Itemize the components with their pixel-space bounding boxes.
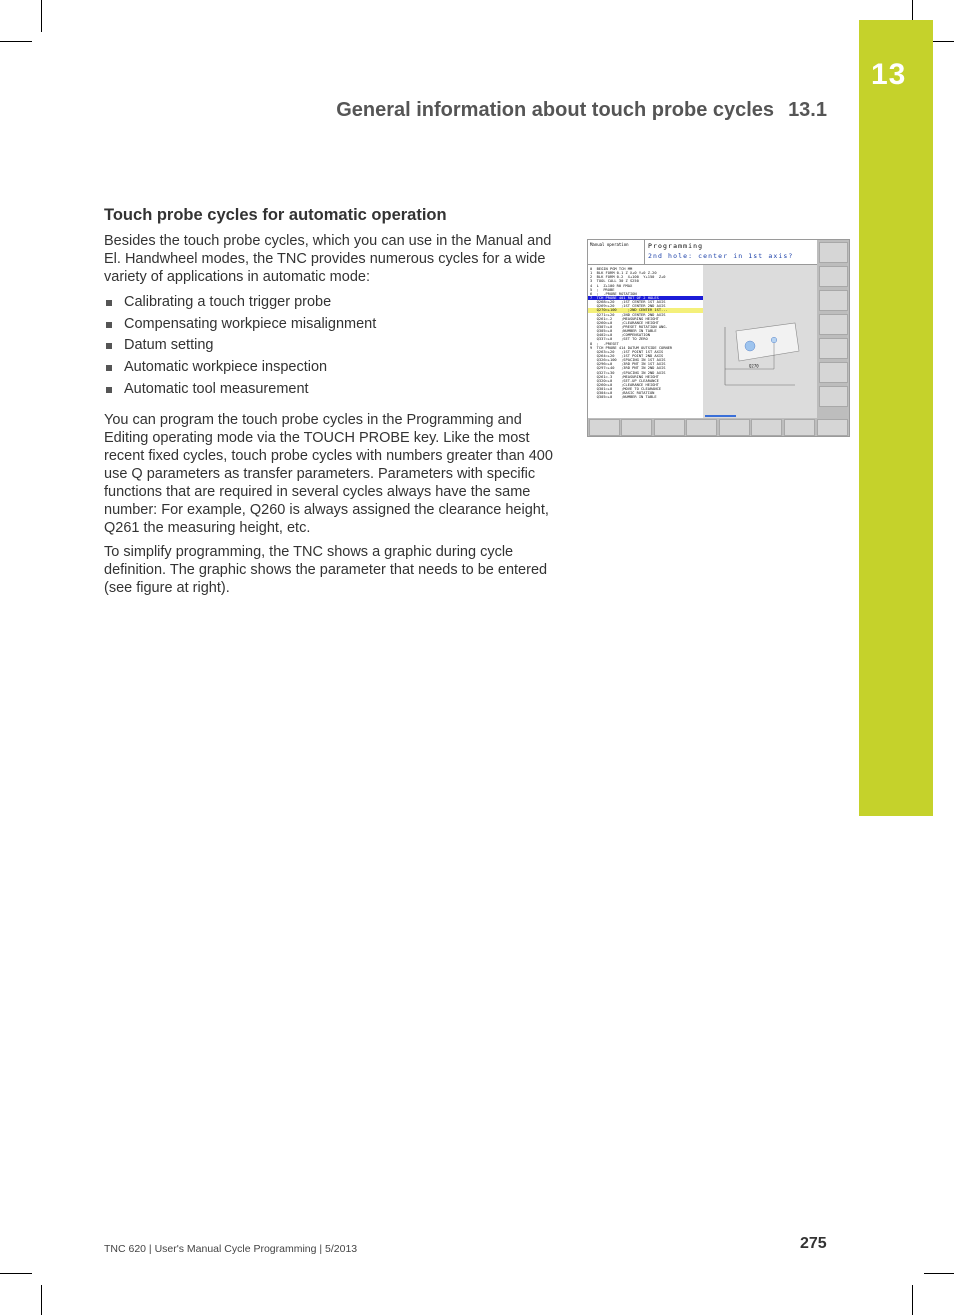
crop-mark <box>41 0 42 32</box>
program-line: Q260=+0 ;CLEARANCE HEIGHT <box>590 382 659 387</box>
intro-paragraph: Besides the touch probe cycles, which you can use in the Manual and El. Handwheel modes, the TNC provides numerous cycles for a wide variety of applications in automatic mode: <box>104 233 552 285</box>
softkey[interactable] <box>819 314 848 335</box>
bullet-square-icon <box>106 300 112 306</box>
program-line: Q296=+0 ;3RD PNT IN 1ST AXIS <box>590 362 666 367</box>
program-line: 8 ; -PRESET <box>590 341 619 346</box>
softkey[interactable] <box>784 419 815 436</box>
program-line: Q305=+0 ;NUMBER IN TABLE <box>590 329 657 334</box>
program-line: 9 TCH PROBE 414 DATUM OUTSIDE CORNER <box>590 345 673 350</box>
program-line: Q402=+0 ;COMPENSATION <box>590 333 650 338</box>
list-item: Datum setting <box>104 335 560 357</box>
body-text <box>104 232 560 603</box>
mode-box <box>588 240 645 264</box>
program-line: Q268=+20 ;1ST CENTER 1ST AXIS <box>590 300 666 305</box>
program-line: 3 TOOL CALL 30 Z S250 <box>590 279 639 284</box>
softkey[interactable] <box>751 419 782 436</box>
program-line: 6 ; -PROBE ROTATION <box>590 291 637 296</box>
program-line: 0 BEGIN PGM TCH MM <box>590 267 633 271</box>
page-number: 275 <box>800 1235 827 1252</box>
program-line: 5 ; PROBE <box>590 287 615 292</box>
program-line: Q297=+40 ;3RD PNT IN 2ND AXIS <box>590 366 666 371</box>
program-line: 7 TCH PROBE 401 ROT OF 2 HOLES <box>588 296 703 300</box>
program-line: Q307=+0 ;PRESET ROTATION ANG. <box>590 324 668 329</box>
first-hole-icon <box>745 341 755 351</box>
running-header-title: General information about touch probe cycles <box>336 99 775 121</box>
program-line: Q305=+0 ;NUMBER IN TABLE <box>590 395 657 400</box>
crop-mark <box>933 41 954 42</box>
bullet-square-icon <box>106 343 112 349</box>
program-listing <box>588 265 703 418</box>
screen-title: Programming <box>648 242 704 250</box>
program-line: Q261=-3 ;MEASURING HEIGHT <box>590 374 659 379</box>
program-line: Q304=+0 ;BASIC ROTATION <box>590 391 655 396</box>
program-line: Q269=+20 ;1ST CENTER 2ND AXIS <box>590 304 666 309</box>
vertical-softkeys <box>817 240 850 418</box>
chapter-number: 13 <box>871 58 907 91</box>
softkey[interactable] <box>686 419 717 436</box>
horizontal-softkeys <box>588 418 850 437</box>
running-header-section: 13.1 <box>788 99 827 121</box>
list-item: Calibrating a touch trigger probe <box>104 292 560 314</box>
program-line: 2 BLK FORM 0.2 X+100 Y+150 Z+0 <box>590 275 666 280</box>
list-item: Automatic tool measurement <box>104 379 560 401</box>
section-title: Touch probe cycles for automatic operation <box>104 206 447 224</box>
program-line: 4 L Z+100 R0 FMAX <box>590 283 633 288</box>
softkey[interactable] <box>819 386 848 407</box>
program-line: 1 BLK FORM 0.1 Z X+0 Y+0 Z-20 <box>590 271 657 276</box>
softkey[interactable] <box>589 419 620 436</box>
list-item: Compensating workpiece misalignment <box>104 314 560 336</box>
bullet-square-icon <box>106 322 112 328</box>
scroll-marker <box>705 415 736 417</box>
running-header <box>336 99 827 122</box>
program-line: Q326=+100 ;SPACING IN 1ST AXIS <box>590 358 666 363</box>
crop-mark <box>0 41 32 42</box>
graphic-paragraph: To simplify programming, the TNC shows a graphic during cycle definition. The graphic shows the parameter that needs to be entered (see figure at right). <box>104 544 548 597</box>
screen-header <box>588 240 817 265</box>
softkey[interactable] <box>819 362 848 383</box>
help-graphic <box>703 265 817 418</box>
tnc-screenshot <box>587 239 850 437</box>
help-graphic-svg <box>703 265 817 418</box>
program-line: Q320=+0 ;SET-UP CLEARANCE <box>590 378 659 383</box>
softkey[interactable] <box>819 266 848 287</box>
softkey[interactable] <box>819 242 848 263</box>
softkey[interactable] <box>654 419 685 436</box>
mode-label: Manual operation <box>590 242 629 247</box>
program-line: Q261=-2 ;MEASURING HEIGHT <box>590 316 659 321</box>
crop-mark <box>924 1273 954 1274</box>
program-line: Q264=+20 ;1ST POINT 2ND AXIS <box>590 353 664 358</box>
program-line: Q263=+20 ;1ST POINT 1ST AXIS <box>590 349 664 354</box>
crop-mark <box>912 0 913 20</box>
second-hole-icon <box>771 337 777 343</box>
crop-mark <box>0 1273 32 1274</box>
softkey[interactable] <box>819 290 848 311</box>
program-line: Q327=+30 ;SPACING IN 2ND AXIS <box>590 370 666 375</box>
bullet-square-icon <box>106 387 112 393</box>
program-line: Q301=+0 ;MOVE TO CLEARANCE <box>590 387 662 392</box>
program-line: Q270=+100 ;2ND CENTER 1ST... <box>588 308 703 312</box>
softkey[interactable] <box>817 419 848 436</box>
crop-mark <box>912 1285 913 1315</box>
footer-text: TNC 620 | User's Manual Cycle Programming | 5/2013 <box>104 1243 358 1255</box>
list-item: Automatic workpiece inspection <box>104 357 560 379</box>
chapter-tab <box>859 20 933 816</box>
bullet-list <box>104 292 560 400</box>
program-line: Q260=+0 ;CLEARANCE HEIGHT <box>590 320 659 325</box>
softkey[interactable] <box>621 419 652 436</box>
softkey[interactable] <box>719 419 750 436</box>
crop-mark <box>41 1285 42 1315</box>
bullet-square-icon <box>106 365 112 371</box>
programming-paragraph: You can program the touch probe cycles in the Programming and Editing operating mode via the TOUCH PROBE key. Like the most recent fixed cycles, touch probe cycles with numbers greater than 400 use Q parameters as transfer parameters. Parameters with specific functions that are required in several cycles always have the same number: For example, Q260 is always assigned the clearance height, Q261 the measuring height, etc. <box>104 412 553 537</box>
softkey[interactable] <box>819 338 848 359</box>
workpiece-shape <box>736 323 799 361</box>
program-line: Q271=+20 ;2ND CENTER 2ND AXIS <box>590 312 666 317</box>
dimension-label: Q270 <box>749 363 759 369</box>
program-line: Q337=+0 ;SET TO ZERO <box>590 337 648 342</box>
screen-prompt: 2nd hole: center in 1st axis? <box>648 252 794 260</box>
